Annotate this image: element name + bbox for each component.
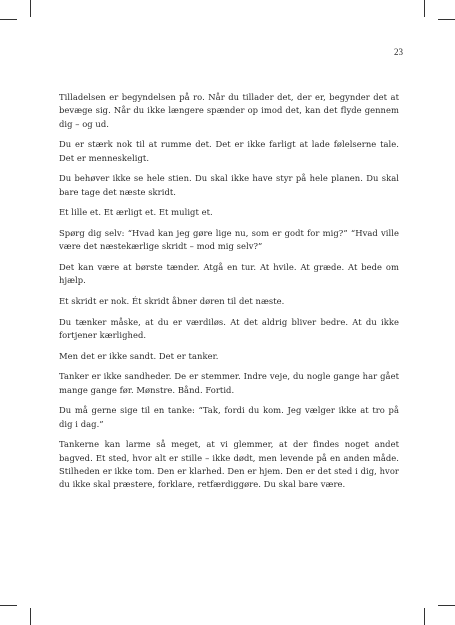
paragraph: Det kan være at børste tænder. Atgå en tur. At hvile. At græde. At bede om hjælp. <box>59 262 399 286</box>
crop-mark-bottom-left-horizontal <box>0 605 17 606</box>
crop-mark-top-left-horizontal <box>0 19 17 20</box>
paragraph: Men det er ikke sandt. Det er tanker. <box>59 350 219 361</box>
crop-mark-top-right-horizontal <box>438 19 455 20</box>
crop-mark-bottom-right-horizontal <box>438 605 455 606</box>
crop-mark-top-right-vertical <box>424 0 425 17</box>
paragraph: Du tænker måske, at du er værdiløs. At det aldrig bliver bedre. At du ikke fortjener kærlighed. <box>59 316 399 340</box>
paragraph: Du må gerne sige til en tanke: “Tak, fordi du kom. Jeg vælger ikke at tro på dig i dag.” <box>59 405 399 429</box>
paragraph: Du behøver ikke se hele stien. Du skal ikke have styr på hele planen. Du skal bare tage det næste skridt. <box>59 173 399 197</box>
paragraph: Et lille et. Et ærligt et. Et muligt et. <box>59 207 213 218</box>
body-text <box>59 91 399 499</box>
crop-mark-top-left-vertical <box>30 0 31 17</box>
page-number: 23 <box>394 47 403 57</box>
paragraph: Tanker er ikke sandheder. De er stemmer. Indre veje, du nogle gange har gået mange gange før. Mønstre. Bånd. Fortid. <box>59 371 399 395</box>
crop-mark-bottom-right-vertical <box>424 608 425 625</box>
paragraph: Du er stærk nok til at rumme det. Det er ikke farligt at lade følelserne tale. Det er menneskeligt. <box>59 139 399 163</box>
paragraph: Et skridt er nok. Ét skridt åbner døren til det næste. <box>59 296 285 306</box>
crop-mark-bottom-left-vertical <box>30 608 31 625</box>
paragraph: Spørg dig selv: “Hvad kan jeg gøre lige nu, som er godt for mig?” “Hvad ville være det næstekærlige skridt – mod mig selv?” <box>59 228 399 252</box>
paragraph: Tilladelsen er begyndelsen på ro. Når du tillader det, der er, begynder det at bevæge sig. Når du ikke længere spænder op imod det, kan det flyde gennem dig – og ud. <box>59 92 399 129</box>
paragraph: Tankerne kan larme så meget, at vi glemmer, at der findes noget andet bagved. Et sted, hvor alt er stille – ikke dødt, men levende på en anden måde. Stilheden er ikke tom. Den er klarhed. Den er hjem. Den er det sted i dig, hvor du ikke skal præstere, forklare, retfærdiggøre. Du skal bare være. <box>59 439 399 490</box>
